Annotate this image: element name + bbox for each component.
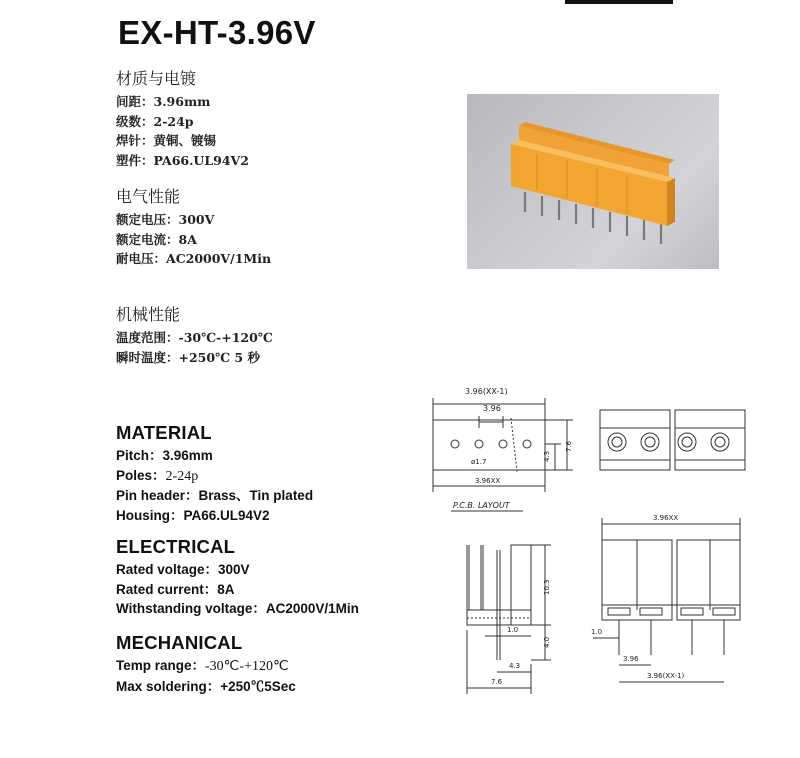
pcb-layout-label: P.C.B. LAYOUT <box>453 501 510 510</box>
en-material-heading: MATERIAL <box>116 422 212 443</box>
dim-label: 4.0 <box>543 636 551 648</box>
dim-label: 7.6 <box>565 440 573 452</box>
top-view <box>600 410 745 470</box>
zh-material-line: 塑件：PA66.UL94V2 <box>116 152 249 168</box>
zh-material-line: 级数：2-24p <box>116 113 194 129</box>
dim-label: 4.3 <box>509 662 521 670</box>
product-photo <box>467 94 719 269</box>
dim-label: 4.3 <box>543 450 551 462</box>
dim-label: 3.96(XX-1) <box>465 387 508 396</box>
dim-label: 7.6 <box>491 678 503 686</box>
dim-label: 1.0 <box>591 628 603 636</box>
spec-label: Rated current <box>116 581 204 597</box>
dim-label: 1.0 <box>507 626 519 634</box>
en-electrical-line <box>116 580 359 600</box>
zh-material-section <box>116 66 249 170</box>
dim-label: 3.96XX <box>653 514 679 522</box>
en-electrical-line <box>116 560 359 580</box>
spec-value: Brass、Tin plated <box>198 488 314 503</box>
en-electrical-line <box>116 599 359 619</box>
spec-label: Pitch <box>116 448 150 463</box>
spec-value: 2-24p <box>165 468 199 484</box>
spec-sep: ： <box>185 488 199 503</box>
zh-electrical-section <box>116 184 271 269</box>
zh-material-line: 间距：3.96mm <box>116 94 211 109</box>
zh-electrical-line: 耐电压：AC2000V/1Min <box>116 251 272 266</box>
dim-label: 10.3 <box>543 579 551 595</box>
zh-electrical-line: 额定电压：300V <box>116 212 215 227</box>
top-black-bar <box>565 0 673 4</box>
spec-sep: ： <box>252 601 266 616</box>
side-view <box>467 545 551 694</box>
en-electrical-heading: ELECTRICAL <box>116 536 236 557</box>
spec-sep: ： <box>206 678 221 694</box>
dim-label: ø1.7 <box>471 458 487 466</box>
connector-illustration <box>467 94 719 269</box>
en-electrical-section <box>116 536 359 619</box>
en-material-line <box>116 466 313 487</box>
spec-value: 3.96mm <box>162 448 213 463</box>
en-mechanical-line <box>116 656 296 677</box>
en-mechanical-heading: MECHANICAL <box>116 632 243 653</box>
spec-sep: ： <box>204 562 219 577</box>
spec-sep: ： <box>170 507 184 523</box>
spec-value: +250℃5Sec <box>220 678 296 694</box>
zh-electrical-heading: 电气性能 <box>116 187 181 206</box>
zh-mechanical-section <box>116 302 273 367</box>
zh-electrical-line: 额定电流：8A <box>116 231 197 247</box>
spec-value: 8A <box>217 581 235 597</box>
spec-value: PA66.UL94V2 <box>183 507 270 523</box>
dim-label: 3.96 <box>623 655 639 663</box>
zh-mechanical-line: 温度范围：-30℃-+120℃ <box>116 330 273 345</box>
zh-material-line: 焊针：黄铜、镀锡 <box>116 133 217 148</box>
spec-sep: ： <box>203 581 218 597</box>
spec-sep: ： <box>152 467 166 483</box>
en-material-line <box>116 506 313 526</box>
spec-value: -30℃-+120℃ <box>205 659 289 674</box>
spec-label: Withstanding voltage <box>116 601 253 616</box>
spec-label: Poles <box>116 467 153 483</box>
spec-label: Housing <box>116 507 170 523</box>
spec-sep: ： <box>149 448 163 463</box>
technical-drawing <box>425 380 755 700</box>
en-mechanical-line <box>116 677 296 697</box>
front-view <box>591 514 740 682</box>
product-title: EX-HT-3.96V <box>118 14 316 51</box>
en-material-line <box>116 446 313 466</box>
pcb-layout-view <box>433 387 573 511</box>
spec-value: AC2000V/1Min <box>265 601 359 616</box>
spec-label: Rated voltage <box>116 562 205 577</box>
zh-mechanical-line: 瞬时温度：+250℃ 5 秒 <box>116 349 260 365</box>
spec-label: Pin header <box>116 488 186 503</box>
spec-label: Temp range <box>116 658 192 673</box>
dim-label: 3.96 <box>483 404 501 413</box>
spec-label: Max soldering <box>116 678 207 694</box>
en-material-section <box>116 422 313 525</box>
zh-mechanical-heading: 机械性能 <box>116 305 181 324</box>
spec-value: 300V <box>218 562 250 577</box>
zh-material-heading: 材质与电镀 <box>116 69 197 88</box>
dim-label: 3.96XX <box>475 477 501 485</box>
en-material-line <box>116 486 313 506</box>
dim-label: 3.96(XX-1) <box>647 672 685 680</box>
en-mechanical-section <box>116 632 296 696</box>
spec-sep: ： <box>191 658 206 673</box>
